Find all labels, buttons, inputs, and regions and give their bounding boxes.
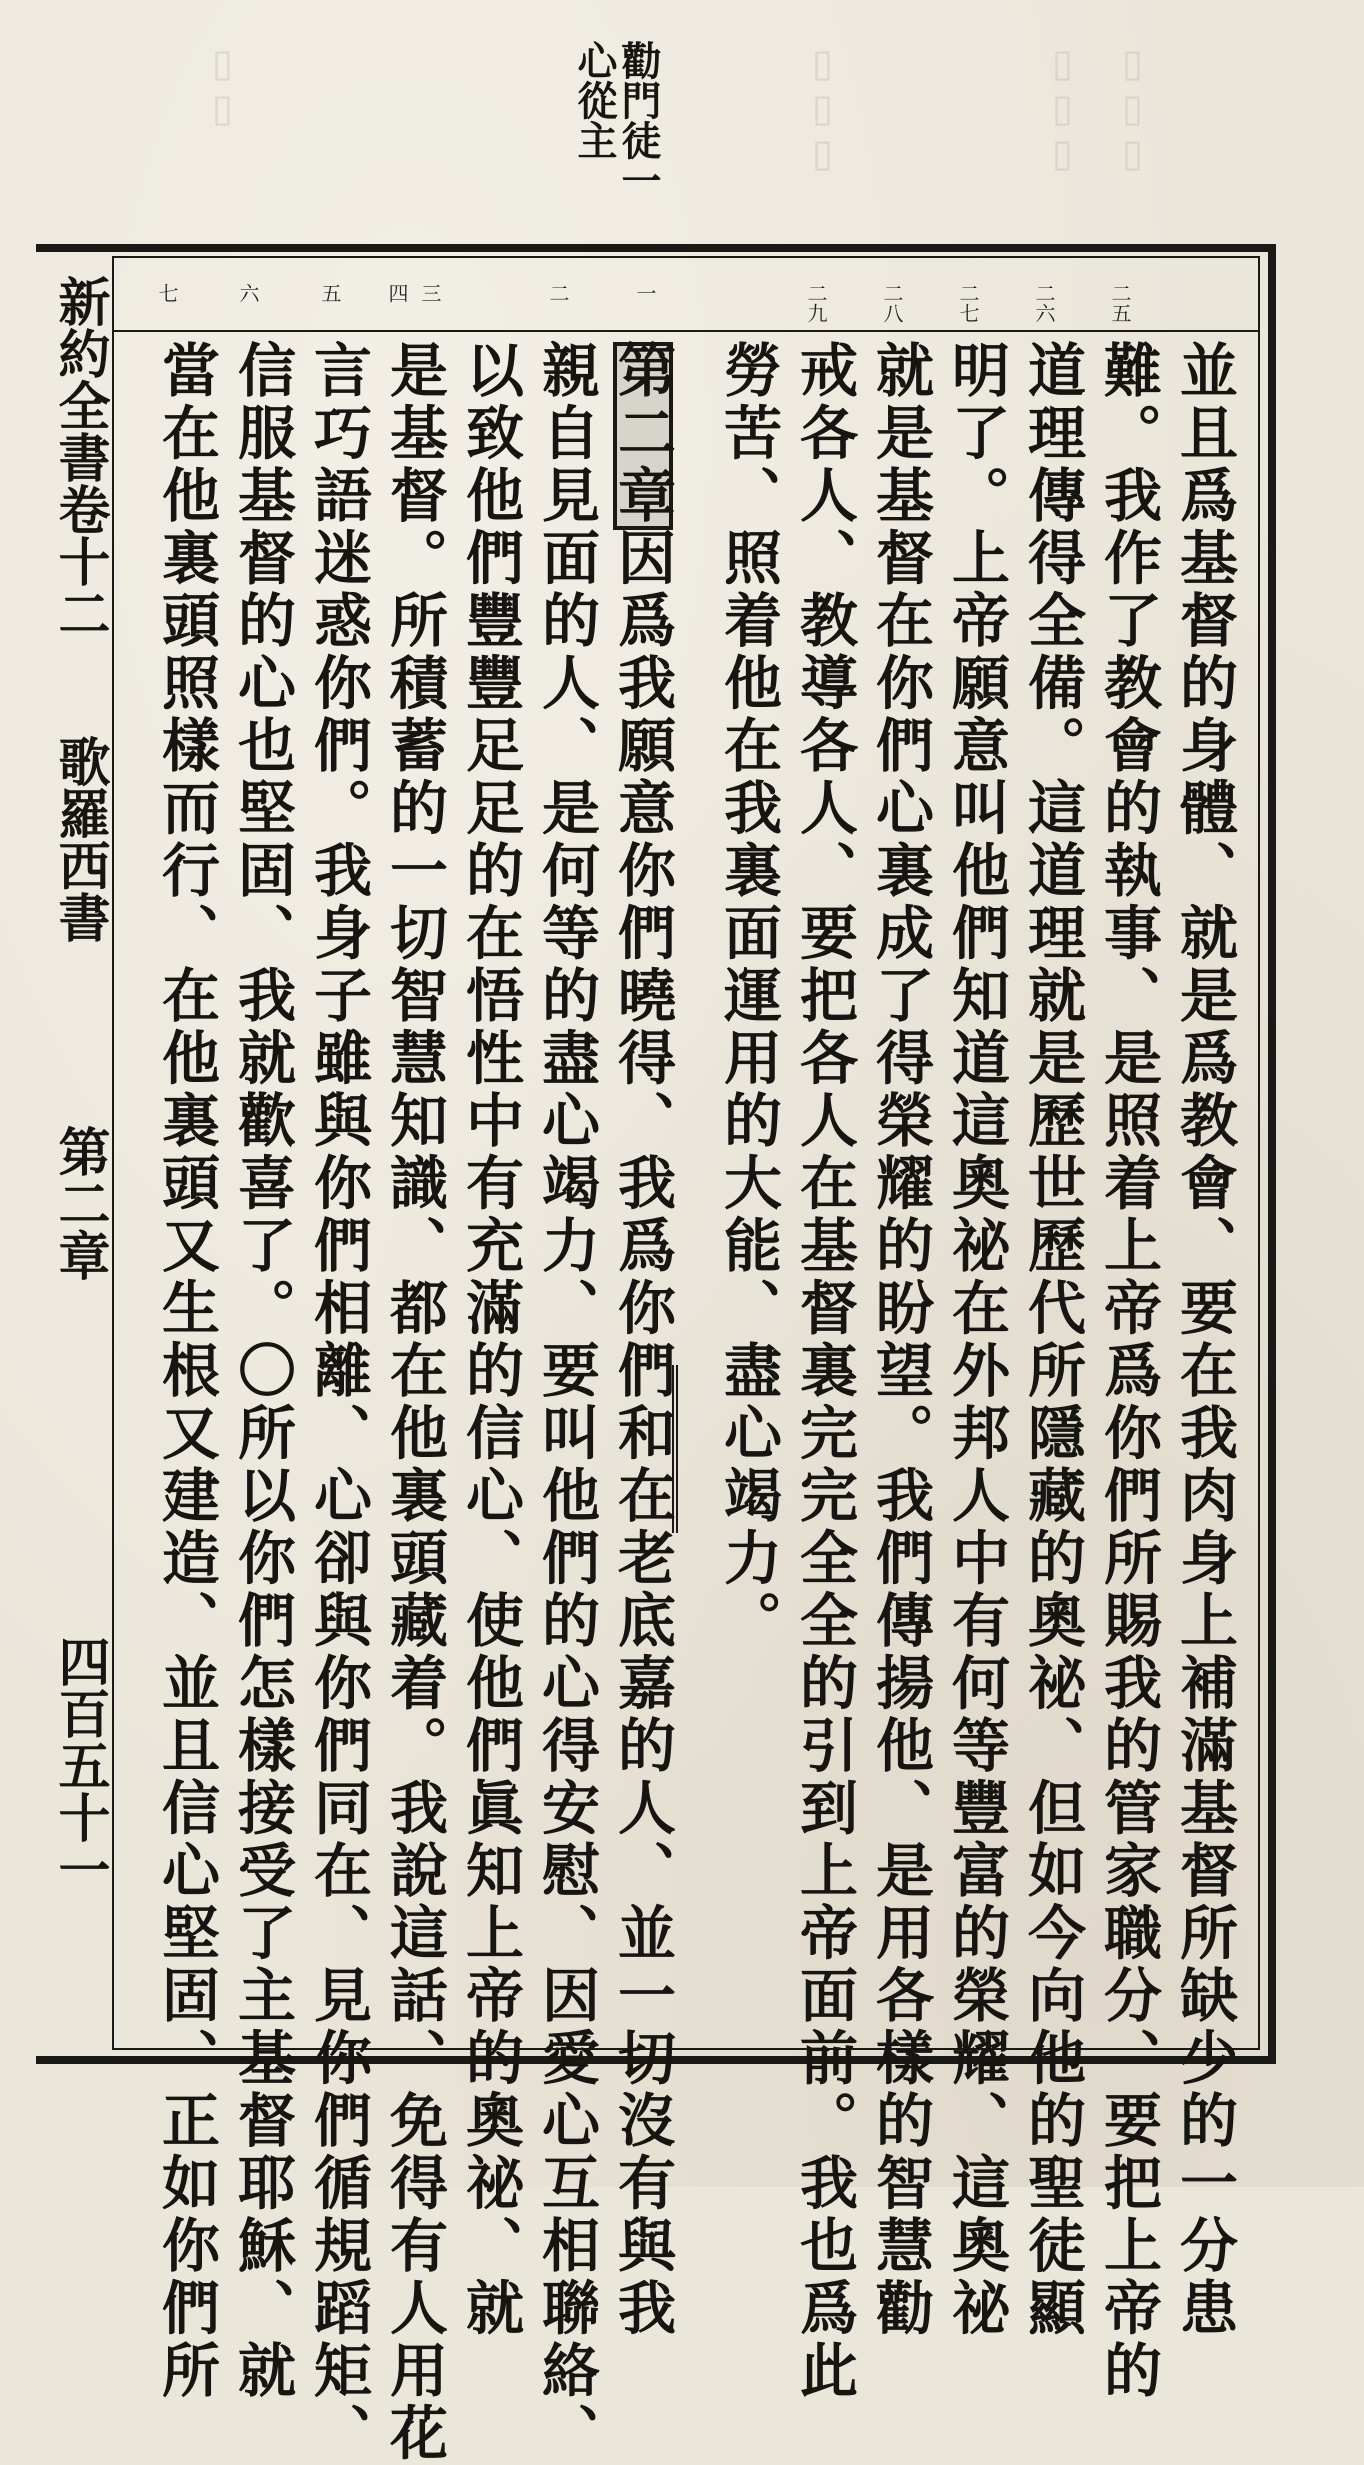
verse-number: 五 xyxy=(318,283,342,303)
text-column: 以致他們豐豐足足的在悟性中有充滿的信心、使他們眞知上帝的奧祕、就 xyxy=(456,340,524,2340)
text-column: 明了。上帝願意叫他們知道這奧祕在外邦人中有何等豐富的榮耀、這奧祕 xyxy=(942,340,1010,2340)
text-column: 道理傳得全備。這道理就是歷世歷代所隱藏的奧祕、但如今向他的聖徒顯 xyxy=(1018,340,1086,2340)
verse-number: 二五 xyxy=(1108,283,1132,323)
text-column: 第二章因爲我願意你們曉得、我爲你們和在老底嘉的人、並一切沒有與我 xyxy=(608,340,676,2340)
bleed-through-mark: ▯▯▯ xyxy=(800,40,845,175)
verse-number: 二八 xyxy=(880,283,904,323)
text-column: 親自見面的人、是何等的盡心竭力、要叫他們的心得安慰、因愛心互相聯絡、 xyxy=(532,340,600,2465)
text-column: 是基督。所積蓄的一切智慧知識、都在他裏頭藏着。我說這話、免得有人用花 xyxy=(380,340,448,2465)
verse-number: 二九 xyxy=(804,283,828,323)
verse-number: 二 xyxy=(546,283,570,303)
text-column: 勞苦、照着他在我裏面運用的大能、盡心竭力。 xyxy=(714,340,782,1653)
chapter-title: 第二章 xyxy=(49,1125,110,1281)
epistle-title: 歌羅西書 xyxy=(49,735,110,943)
text-column: 就是基督在你們心裏成了得榮耀的盼望。我們傳揚他、是用各樣的智慧勸 xyxy=(866,340,934,2340)
margin-title xyxy=(30,275,110,2035)
verse-number: 一 xyxy=(633,283,657,303)
text-column: 戒各人、教導各人、要把各人在基督裏完完全全的引到上帝面前。我也爲此 xyxy=(790,340,858,2403)
page-number: 四百五十一 xyxy=(49,1635,110,1895)
section-heading: 勸門徒一 心從主 xyxy=(571,40,662,200)
bleed-through-mark: ▯▯ xyxy=(200,40,245,130)
verse-number: 二七 xyxy=(956,283,980,323)
verse-number: 六 xyxy=(236,283,260,303)
verse-number: 四 xyxy=(385,283,409,303)
text-column: 並且爲基督的身體、就是爲教會、要在我肉身上補滿基督所缺少的一分患 xyxy=(1170,340,1238,2340)
book-title: 新約全書卷十二 xyxy=(49,275,110,639)
verse-number: 二六 xyxy=(1032,283,1056,323)
bleed-through-mark: ▯▯▯ xyxy=(1040,40,1085,175)
text-column: 當在他裏頭照樣而行、在他裏頭又生根又建造、並且信心堅固、正如你們所 xyxy=(152,340,220,2403)
text-column: 難。我作了教會的執事、是照着上帝爲你們所賜我的管家職分、要把上帝的 xyxy=(1094,340,1162,2403)
verse-number: 三 xyxy=(418,283,442,303)
bleed-through-mark: ▯▯▯ xyxy=(1110,40,1155,175)
text-column: 言巧語迷惑你們。我身子雖與你們相離、心卻與你們同在、見你們循規蹈矩、 xyxy=(304,340,372,2465)
verse-number-rule xyxy=(114,330,1258,332)
verse-number: 七 xyxy=(155,283,179,303)
text-column: 信服基督的心也堅固、我就歡喜了。〇所以你們怎樣接受了主基督耶穌、就 xyxy=(228,340,296,2403)
